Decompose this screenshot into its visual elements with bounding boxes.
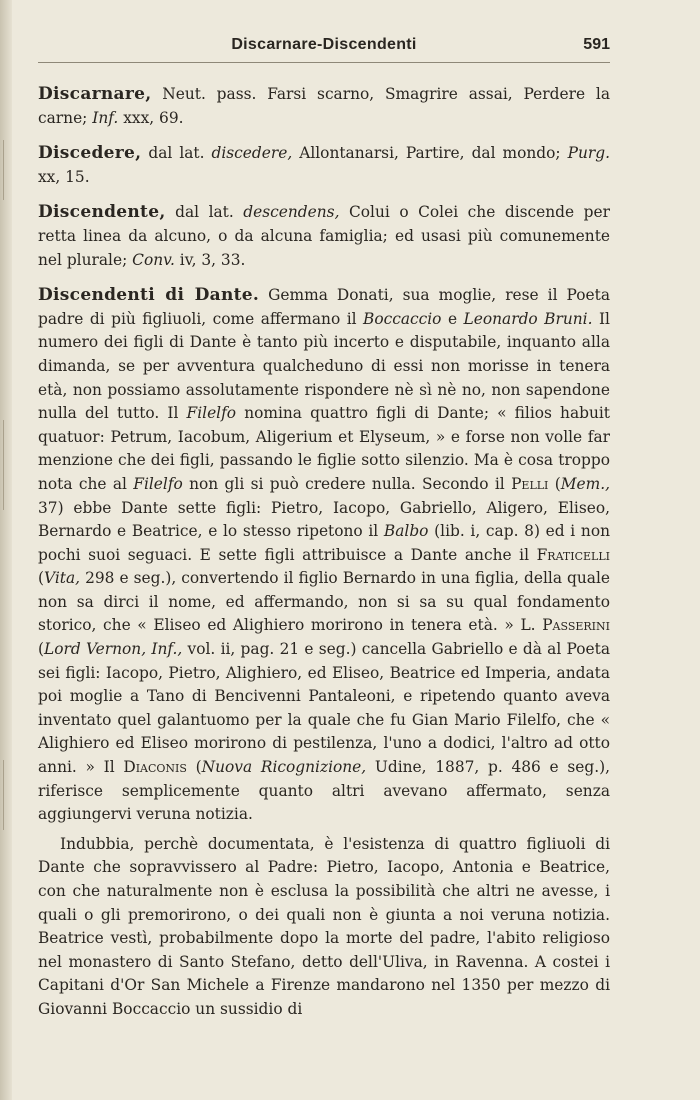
entry-paragraph: Indubbia, perchè documentata, è l'esistenza di quattro figliuoli di Dante che sopravvissero al Padre: Pietro, Iacopo, Antonia e Beatrice, con che naturalmente non è esclusa la possibilità che altri ne avesse, i quali o gli premorirono, o dei quali non è giunta a noi veruna notizia. Beatrice vestì, probabilmente dopo la morte del padre, l'abito religioso nel monastero di Santo Stefano, detto dell'Uliva, in Ravenna. A costei i Capitani d'Or San Michele a Firenze mandarono nel 1350 per mezzo di Giovanni Boccaccio un sussidio di	[38, 834, 610, 1018]
page-gutter	[0, 0, 12, 1100]
author-name: Fraticelli	[536, 545, 610, 564]
dictionary-entries	[38, 83, 610, 1022]
gutter-mark	[3, 420, 4, 510]
headword: Discedere,	[38, 143, 142, 164]
entry-discedere: Discedere, dal lat. discedere, Allontanarsi, Partire, dal mondo; Purg. xx, 15.	[38, 143, 610, 186]
author-name: Diaconis	[123, 758, 187, 777]
work-reference: Purg.	[567, 144, 610, 163]
headword: Discarnare,	[38, 84, 152, 104]
book-page	[38, 32, 610, 1034]
gutter-mark	[3, 760, 4, 830]
entry-discarnare: Discarnare, Neut. pass. Farsi scarno, Smagrire assai, Perdere la carne; Inf. xxx, 69.	[38, 84, 610, 127]
page-number: 591	[583, 36, 610, 53]
work-reference: Inf.	[92, 108, 119, 127]
gutter-mark	[3, 140, 4, 200]
running-head-title: Discarnare-Discendenti	[231, 36, 417, 53]
headword: Discendente,	[38, 202, 166, 223]
work-reference: Conv.	[132, 250, 175, 269]
author-name: Pelli	[511, 474, 549, 493]
entry-discendenti-di-dante: Discendenti di Dante. Gemma Donati, sua moglie, rese il Poeta padre di più figliuoli, come affermano il Boccaccio e Leonardo Bruni. Il numero dei figli di Dante è tanto più incerto e disputabile, inquanto alla dimanda, se per avventura qualcheduno di essi non morisse in tenera età, non possiamo assolutamente rispondere nè sì nè no, non sapendone nulla del tutto. Il Filelfo nomina quattro figli di Dante; « filios habuit quatuor: Petrum, Iacobum, Aligerium et Elyseum, » e forse non volle far menzione che dei figli, passando le figlie sotto silenzio. Ma è cosa troppo nota che al Filelfo non gli si può credere nulla. Secondo il Pelli (Mem., 37) ebbe Dante sette figli: Pietro, Iacopo, Gabriello, Aligero, Eliseo, Bernardo e Beatrice, e lo stesso ripetono il Balbo (lib. i, cap. 8) ed i non pochi suoi seguaci. E sette figli attribuisce a Dante anche il Fraticelli (Vita, 298 e seg.), convertendo il figlio Bernardo in una figlia, della quale non sa dirci il nome, ed affermando, non si sa su qual fondamento storico, che « Eliseo ed Alighiero morirono in tenera età. » L. Passerini (Lord Vernon, Inf., vol. ii, pag. 21 e seg.) cancella Gabriello e dà al Poeta sei figli: Iacopo, Pietro, Alighiero, ed Eliseo, Beatrice ed Imperia, andata poi moglie a Tano di Bencivenni Pantaleoni, e ripetendo quanto aveva inventato quel galantuomo per la quale che fu Gian Mario Filelfo, che « Alighiero ed Eliseo morirono di pestilenza, l'uno a dodici, l'altro ad otto anni. » Il Diaconis (Nuova Ricognizione, Udine, 1887, p. 486 e seg.), riferisce semplicemente quanto altri avevano affermato, senza aggiungervi veruna notizia.	[38, 285, 611, 824]
author-name: Passerini	[542, 616, 610, 635]
headword: Discendenti di Dante.	[38, 285, 260, 306]
entry-discendente: Discendente, dal lat. descendens, Colui o Colei che discende per retta linea da alcuno, o da alcuna famiglia; ed usasi più comunemente nel plurale; Conv. iv, 3, 33.	[38, 202, 610, 269]
running-head	[38, 32, 610, 63]
